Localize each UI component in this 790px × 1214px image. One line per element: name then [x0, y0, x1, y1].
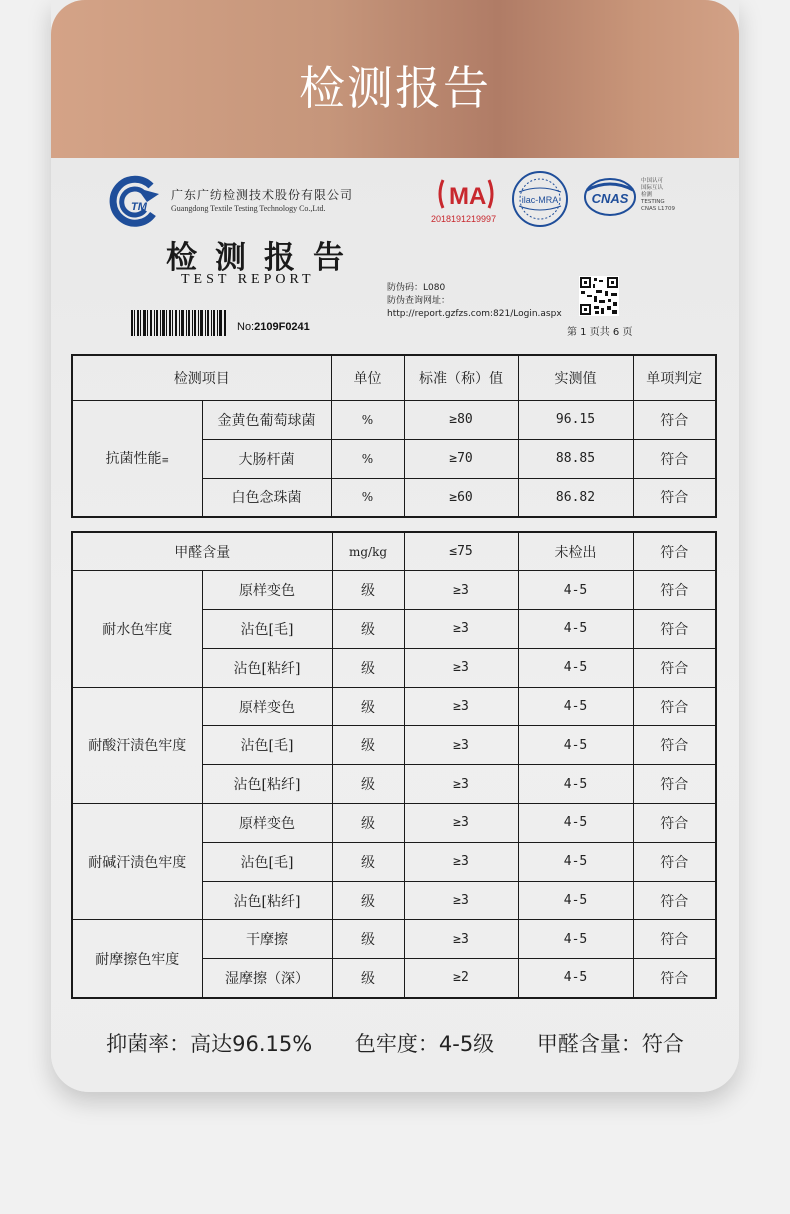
header-unit: 单位 [331, 355, 404, 400]
value-cell: 4-5 [518, 571, 633, 610]
value-cell: 未检出 [518, 532, 633, 571]
cnas-text: CNAS [591, 191, 629, 206]
result-cell: 符合 [633, 842, 716, 881]
group-cell: 耐碱汗渍色牢度 [72, 804, 202, 920]
result-cell: 符合 [633, 687, 716, 726]
summary-line [51, 1028, 739, 1058]
item-cell: 原样变色 [202, 687, 332, 726]
report-title: 检测报告 [166, 240, 362, 276]
standard-cell: ≥3 [404, 571, 518, 610]
result-cell: 符合 [633, 648, 716, 687]
unit-cell: 级 [332, 571, 404, 610]
value-cell: 4-5 [518, 610, 633, 649]
header-measured: 实测值 [518, 355, 633, 400]
standard-cell: ≥3 [404, 842, 518, 881]
cnas-info-line: 中国认可 [641, 178, 664, 184]
unit-cell: mg/kg [332, 532, 404, 571]
unit-cell: % [331, 439, 404, 478]
result-cell: 符合 [633, 571, 716, 610]
header-item: 检测项目 [72, 355, 331, 400]
ilac-mra-icon [511, 170, 569, 228]
item-cell: 沾色[粘纤] [202, 881, 332, 920]
summary-formaldehyde: 甲醛含量：符合 [536, 1032, 684, 1056]
report-number-label: No: [237, 321, 255, 333]
result-cell: 符合 [633, 804, 716, 843]
item-cell: 原样变色 [202, 804, 332, 843]
value-cell: 86.82 [518, 478, 633, 517]
barcode-icon [131, 310, 227, 336]
result-cell: 符合 [633, 610, 716, 649]
page-number: 第 1 页共 6 页 [567, 327, 633, 338]
header-standard: 标准（称）值 [404, 355, 518, 400]
cma-number: 2018191219997 [431, 214, 497, 224]
unit-cell: % [331, 400, 404, 439]
standard-cell: ≥3 [404, 804, 518, 843]
table-row [72, 400, 716, 439]
colorfastness-table [71, 531, 717, 999]
logo-tm-text: TM [131, 201, 147, 213]
report-card [51, 0, 739, 1092]
table-row [72, 687, 716, 726]
item-cell: 湿摩擦（深） [202, 959, 332, 998]
item-cell: 白色念珠菌 [202, 478, 331, 517]
report-number-value: 2109F0241 [254, 321, 310, 333]
anti-fake-query-label: 防伪查询网址： [387, 296, 451, 306]
antibacterial-table [71, 354, 717, 518]
table-row [72, 532, 716, 571]
ilac-text: ilac-MRA [521, 195, 559, 205]
banner [51, 0, 739, 158]
cma-text: MA [449, 183, 487, 210]
value-cell: 4-5 [518, 842, 633, 881]
result-cell: 符合 [633, 478, 716, 517]
item-cell: 干摩擦 [202, 920, 332, 959]
unit-cell: 级 [332, 648, 404, 687]
standard-cell: ≥3 [404, 920, 518, 959]
company-name-en: Guangdong Textile Testing Technology Co.,Ltd. [171, 204, 326, 213]
value-cell: 4-5 [518, 648, 633, 687]
item-cell: 原样变色 [202, 571, 332, 610]
item-cell: 沾色[毛] [202, 726, 332, 765]
cma-mark-icon [435, 176, 497, 212]
standard-cell: ≥3 [404, 765, 518, 804]
report-document [51, 158, 739, 1092]
company-name-cn: 广东广纺检测技术股份有限公司 [171, 188, 354, 202]
table-row [72, 804, 716, 843]
result-cell: 符合 [633, 920, 716, 959]
result-cell: 符合 [633, 532, 716, 571]
standard-cell: ≥3 [404, 687, 518, 726]
unit-cell: 级 [332, 959, 404, 998]
group-name: 抗菌性能 [105, 451, 162, 468]
anti-fake-url: http://report.gzfzs.com:821/Login.aspx [387, 309, 562, 319]
item-cell: 沾色[毛] [202, 610, 332, 649]
unit-cell: 级 [332, 726, 404, 765]
cnas-mark-icon [583, 176, 637, 218]
summary-antibacterial: 抑菌率：高达96.15% [106, 1032, 313, 1056]
unit-cell: 级 [332, 687, 404, 726]
unit-cell: 级 [332, 920, 404, 959]
report-number [237, 321, 310, 333]
unit-cell: 级 [332, 804, 404, 843]
qr-code-icon [579, 276, 619, 316]
group-antibacterial [72, 400, 202, 517]
item-cell: 沾色[毛] [202, 842, 332, 881]
standard-cell: ≥3 [404, 726, 518, 765]
cnas-info [641, 178, 675, 213]
summary-colorfastness: 色牢度：4-5级 [354, 1032, 495, 1056]
result-cell: 符合 [633, 881, 716, 920]
unit-cell: 级 [332, 881, 404, 920]
group-cell: 耐摩擦色牢度 [72, 920, 202, 998]
standard-cell: ≥80 [404, 400, 518, 439]
item-cell: 沾色[粘纤] [202, 765, 332, 804]
cnas-info-line: CNAS L1709 [641, 206, 676, 212]
value-cell: 96.15 [518, 400, 633, 439]
banner-title: 检测报告 [299, 61, 491, 115]
item-cell: 金黄色葡萄球菌 [202, 400, 331, 439]
table-row [72, 920, 716, 959]
standard-cell: ≥2 [404, 959, 518, 998]
item-cell: 沾色[粘纤] [202, 648, 332, 687]
group-cell: 耐酸汗渍色牢度 [72, 687, 202, 803]
cnas-info-line: 检测 [641, 192, 653, 198]
anti-fake-info [387, 282, 562, 321]
cnas-info-line: TESTING [641, 199, 665, 205]
standard-cell: ≤75 [404, 532, 518, 571]
header-judgement: 单项判定 [633, 355, 716, 400]
standard-cell: ≥3 [404, 610, 518, 649]
value-cell: 88.85 [518, 439, 633, 478]
item-cell: 大肠杆菌 [202, 439, 331, 478]
result-cell: 符合 [633, 726, 716, 765]
value-cell: 4-5 [518, 959, 633, 998]
group-cell: 耐水色牢度 [72, 571, 202, 687]
value-cell: 4-5 [518, 881, 633, 920]
report-subtitle: TEST REPORT [181, 272, 315, 287]
result-cell: 符合 [633, 439, 716, 478]
value-cell: 4-5 [518, 920, 633, 959]
table-header-row [72, 355, 716, 400]
item-cell: 甲醛含量 [72, 532, 332, 571]
value-cell: 4-5 [518, 687, 633, 726]
standard-cell: ≥60 [404, 478, 518, 517]
company-logo-icon [107, 174, 161, 228]
cnas-info-line: 国际互认 [641, 185, 664, 191]
result-cell: 符合 [633, 400, 716, 439]
unit-cell: 级 [332, 842, 404, 881]
unit-cell: 级 [332, 610, 404, 649]
standard-cell: ≥70 [404, 439, 518, 478]
unit-cell: % [331, 478, 404, 517]
value-cell: 4-5 [518, 726, 633, 765]
result-cell: 符合 [633, 959, 716, 998]
value-cell: 4-5 [518, 765, 633, 804]
standard-cell: ≥3 [404, 881, 518, 920]
anti-fake-code: 防伪码：L080 [387, 283, 446, 293]
result-cell: 符合 [633, 765, 716, 804]
value-cell: 4-5 [518, 804, 633, 843]
table-row [72, 571, 716, 610]
group-suffix: ≡ [161, 456, 170, 467]
unit-cell: 级 [332, 765, 404, 804]
standard-cell: ≥3 [404, 648, 518, 687]
